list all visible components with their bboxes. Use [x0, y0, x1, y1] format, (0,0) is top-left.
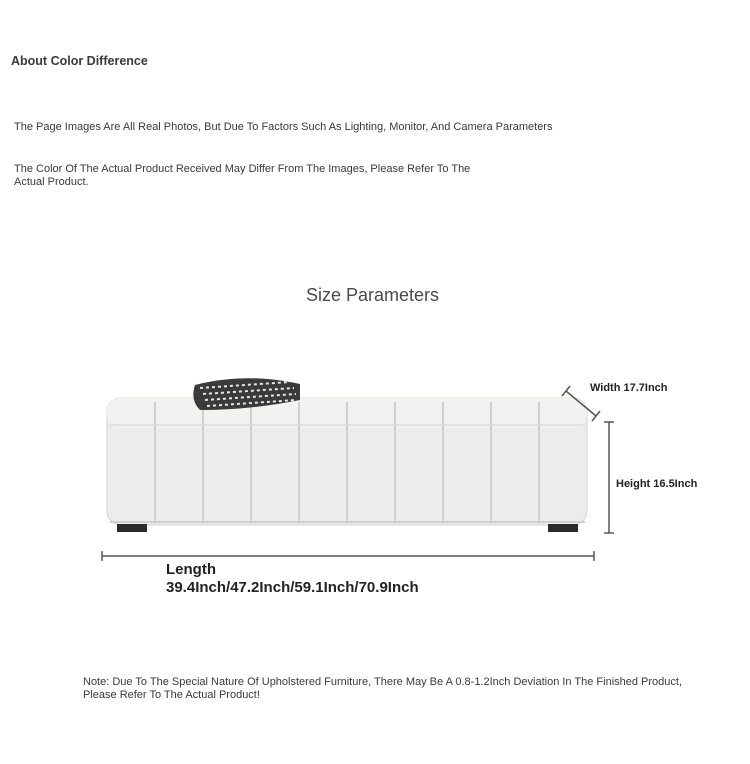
length-values: 39.4Inch/47.2Inch/59.1Inch/70.9Inch — [166, 579, 419, 596]
color-difference-text-1: The Page Images Are All Real Photos, But Due To Factors Such As Lighting, Monitor, And Camera Parameters — [14, 121, 553, 133]
length-title: Length — [166, 561, 216, 578]
bench-leg-left — [117, 524, 147, 532]
bench-leg-right — [548, 524, 578, 532]
bench-dimension-figure — [0, 330, 750, 580]
color-difference-text-2: The Color Of The Actual Product Received May Differ From The Images, Please Refer To The Actual Product. — [14, 163, 471, 188]
size-parameters-title: Size Parameters — [305, 285, 440, 305]
length-dimension-line — [102, 551, 594, 561]
width-label: Width 17.7Inch — [590, 382, 668, 394]
length-label — [166, 561, 419, 597]
deviation-note: Note: Due To The Special Nature Of Upholstered Furniture, There May Be A 0.8-1.2Inch Deviation In The Finished Product, Please Refer To The Actual Product! — [83, 676, 683, 701]
color-difference-title: About Color Difference — [11, 54, 148, 68]
bench-illustration — [107, 378, 587, 532]
height-label: Height 16.5Inch — [616, 478, 698, 490]
height-dimension-line — [604, 422, 614, 533]
